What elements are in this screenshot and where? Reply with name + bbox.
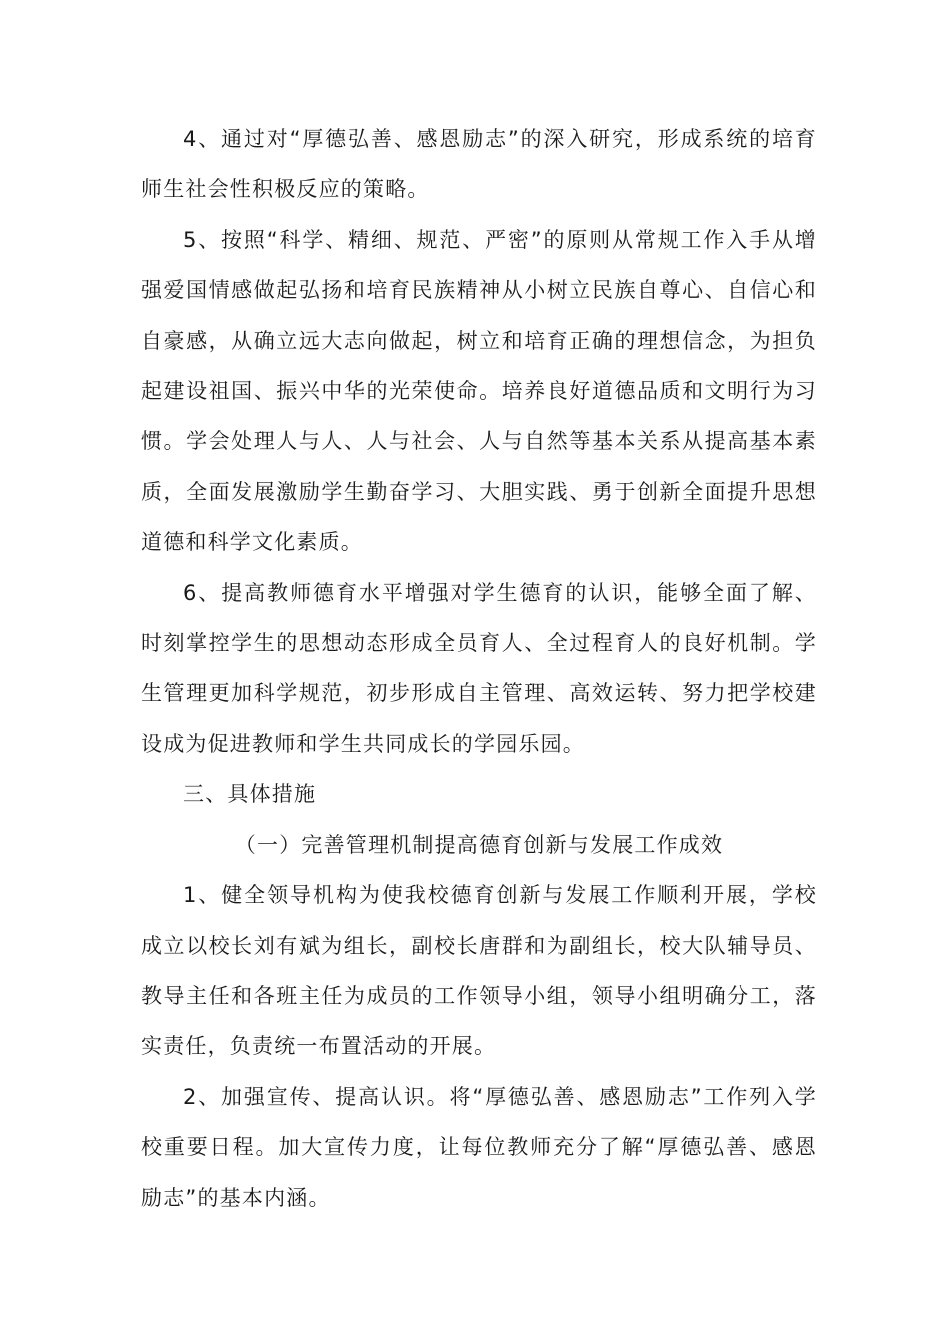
- paragraph-measure-1: 1、健全领导机构为使我校德育创新与发展工作顺利开展，学校成立以校长刘有斌为组长，副校长唐群和为副组长，校大队辅导员、教导主任和各班主任为成员的工作领导小组，领导小组明确分工，落实责任，负责统一布置活动的开展。: [141, 883, 817, 1059]
- paragraph-goal-5: 5、按照“科学、精细、规范、严密”的原则从常规工作入手从增强爱国情感做起弘扬和培育民族精神从小树立民族自尊心、自信心和自豪感，从确立远大志向做起，树立和培育正确的理想信念，为担负起建设祖国、振兴中华的光荣使命。培养良好道德品质和文明行为习惯。学会处理人与人、人与社会、人与自然等基本关系从提高基本素质，全面发展激励学生勤奋学习、大胆实践、勇于创新全面提升思想道德和科学文化素质。: [141, 227, 817, 555]
- subsection-heading: （一）完善管理机制提高德育创新与发展工作成效: [234, 832, 724, 857]
- document-body: [141, 114, 817, 1223]
- paragraph-goal-4: 4、通过对“厚德弘善、感恩励志”的深入研究，形成系统的培育师生社会性积极反应的策略。: [141, 127, 817, 202]
- paragraph-goal-6: 6、提高教师德育水平增强对学生德育的认识，能够全面了解、时刻掌控学生的思想动态形成全员育人、全过程育人的良好机制。学生管理更加科学规范，初步形成自主管理、高效运转、努力把学校建设成为促进教师和学生共同成长的学园乐园。: [141, 580, 817, 756]
- section-heading: 三、具体措施: [183, 782, 317, 807]
- paragraph-measure-2: 2、加强宣传、提高认识。将“厚德弘善、感恩励志”工作列入学校重要日程。加大宣传力度，让每位教师充分了解“厚德弘善、感恩励志”的基本内涵。: [141, 1084, 817, 1210]
